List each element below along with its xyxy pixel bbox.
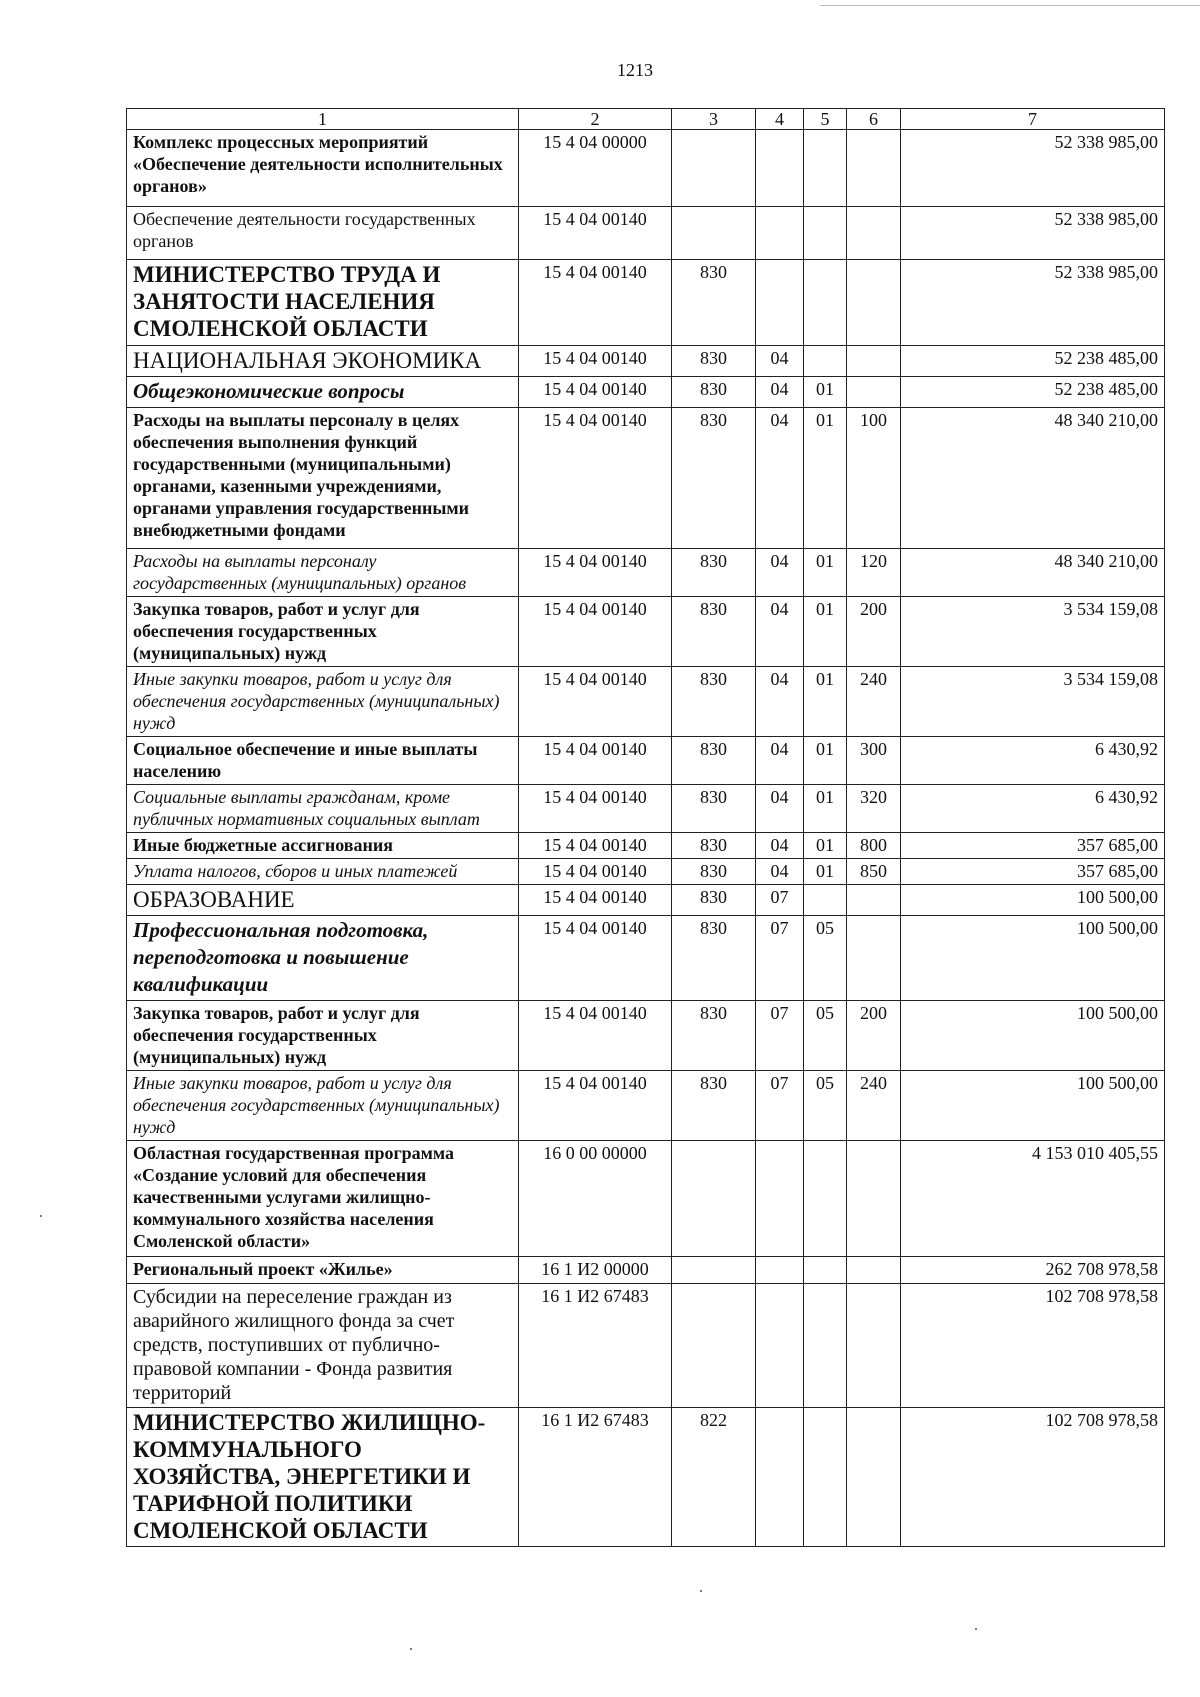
table-row (127, 737, 1165, 785)
scan-speck (975, 1628, 977, 1630)
table-row (127, 408, 1165, 549)
table-row (127, 859, 1165, 885)
row-subsection: 01 (804, 859, 847, 885)
row-amount: 100 500,00 (901, 1001, 1165, 1071)
row-name: Обеспечение деятельности государственных органов (127, 207, 519, 260)
row-subsection (804, 1257, 847, 1284)
row-code: 16 1 И2 67483 (519, 1408, 672, 1547)
row-section: 04 (756, 737, 804, 785)
table-row (127, 667, 1165, 737)
row-dept-code: 830 (672, 785, 756, 833)
row-section: 04 (756, 833, 804, 859)
row-section: 07 (756, 885, 804, 916)
row-subsection: 01 (804, 785, 847, 833)
row-code: 15 4 04 00140 (519, 885, 672, 916)
row-code: 15 4 04 00140 (519, 859, 672, 885)
row-expense-type (847, 1141, 901, 1257)
row-amount: 102 708 978,58 (901, 1408, 1165, 1547)
row-amount: 52 338 985,00 (901, 260, 1165, 346)
row-amount: 52 238 485,00 (901, 346, 1165, 377)
row-name: Субсидии на переселение граждан из аварийного жилищного фонда за счет средств, поступивших от публично-правовой компании - Фонда развития территорий (127, 1284, 519, 1408)
row-expense-type: 320 (847, 785, 901, 833)
row-expense-type: 850 (847, 859, 901, 885)
row-section (756, 207, 804, 260)
row-expense-type (847, 885, 901, 916)
row-dept-code: 830 (672, 1071, 756, 1141)
row-name: НАЦИОНАЛЬНАЯ ЭКОНОМИКА (127, 346, 519, 377)
row-section: 04 (756, 597, 804, 667)
row-subsection: 01 (804, 408, 847, 549)
row-code: 15 4 04 00140 (519, 667, 672, 737)
table-row (127, 916, 1165, 1001)
row-name: ОБРАЗОВАНИЕ (127, 885, 519, 916)
row-dept-code: 822 (672, 1408, 756, 1547)
row-name: Социальные выплаты гражданам, кроме публичных нормативных социальных выплат (127, 785, 519, 833)
row-name: Закупка товаров, работ и услуг для обеспечения государственных (муниципальных) нужд (127, 1001, 519, 1071)
page-number: 1213 (617, 60, 653, 80)
row-dept-code: 830 (672, 885, 756, 916)
row-expense-type (847, 1408, 901, 1547)
column-header: 6 (847, 109, 901, 130)
row-dept-code: 830 (672, 549, 756, 597)
row-amount: 4 153 010 405,55 (901, 1141, 1165, 1257)
row-subsection: 05 (804, 1071, 847, 1141)
row-expense-type: 200 (847, 597, 901, 667)
row-name: Расходы на выплаты персоналу в целях обеспечения выполнения функций государственными (муниципальными) органами, казенными учреждениями, органами управления государственными внебюджетными фондами (127, 408, 519, 549)
row-subsection (804, 1408, 847, 1547)
row-expense-type (847, 1257, 901, 1284)
table-row (127, 785, 1165, 833)
row-amount: 3 534 159,08 (901, 667, 1165, 737)
column-header: 7 (901, 109, 1165, 130)
table-row (127, 1071, 1165, 1141)
row-subsection (804, 346, 847, 377)
row-name: Уплата налогов, сборов и иных платежей (127, 859, 519, 885)
row-expense-type (847, 1284, 901, 1408)
table-row (127, 1408, 1165, 1547)
row-section: 07 (756, 916, 804, 1001)
row-subsection (804, 260, 847, 346)
budget-table (126, 108, 1165, 1547)
row-expense-type (847, 130, 901, 207)
row-subsection: 05 (804, 1001, 847, 1071)
row-code: 15 4 04 00140 (519, 916, 672, 1001)
row-dept-code: 830 (672, 346, 756, 377)
row-amount: 262 708 978,58 (901, 1257, 1165, 1284)
row-expense-type (847, 207, 901, 260)
row-expense-type: 240 (847, 667, 901, 737)
row-code: 16 1 И2 67483 (519, 1284, 672, 1408)
scan-speck (40, 1215, 42, 1217)
row-expense-type (847, 377, 901, 408)
row-amount: 357 685,00 (901, 833, 1165, 859)
row-amount: 100 500,00 (901, 1071, 1165, 1141)
row-section (756, 1408, 804, 1547)
row-amount: 100 500,00 (901, 916, 1165, 1001)
table-row (127, 1257, 1165, 1284)
row-section: 04 (756, 549, 804, 597)
row-section: 04 (756, 408, 804, 549)
column-header: 4 (756, 109, 804, 130)
column-header: 5 (804, 109, 847, 130)
row-section (756, 1257, 804, 1284)
row-code: 15 4 04 00140 (519, 377, 672, 408)
row-section: 04 (756, 785, 804, 833)
row-name: Общеэкономические вопросы (127, 377, 519, 408)
row-dept-code: 830 (672, 916, 756, 1001)
row-dept-code: 830 (672, 597, 756, 667)
table-row (127, 1001, 1165, 1071)
scan-speck (410, 1648, 412, 1650)
row-expense-type (847, 346, 901, 377)
table-row (127, 597, 1165, 667)
row-code: 15 4 04 00140 (519, 833, 672, 859)
row-dept-code: 830 (672, 737, 756, 785)
row-subsection (804, 1141, 847, 1257)
row-section (756, 1141, 804, 1257)
row-expense-type: 120 (847, 549, 901, 597)
row-name: Расходы на выплаты персоналу государственных (муниципальных) органов (127, 549, 519, 597)
row-expense-type: 800 (847, 833, 901, 859)
row-name: Иные закупки товаров, работ и услуг для обеспечения государственных (муниципальных) нужд (127, 667, 519, 737)
row-section: 04 (756, 859, 804, 885)
row-expense-type: 200 (847, 1001, 901, 1071)
row-expense-type (847, 260, 901, 346)
table-row (127, 833, 1165, 859)
column-header: 2 (519, 109, 672, 130)
row-dept-code: 830 (672, 859, 756, 885)
table-row (127, 885, 1165, 916)
row-code: 15 4 04 00000 (519, 130, 672, 207)
row-name: Иные закупки товаров, работ и услуг для обеспечения государственных (муниципальных) нужд (127, 1071, 519, 1141)
row-amount: 6 430,92 (901, 785, 1165, 833)
row-name: Региональный проект «Жилье» (127, 1257, 519, 1284)
row-amount: 102 708 978,58 (901, 1284, 1165, 1408)
row-subsection (804, 207, 847, 260)
row-dept-code: 830 (672, 408, 756, 549)
row-dept-code: 830 (672, 260, 756, 346)
table-header-row (127, 109, 1165, 130)
row-dept-code: 830 (672, 377, 756, 408)
row-amount: 52 338 985,00 (901, 130, 1165, 207)
row-name: Областная государственная программа «Создание условий для обеспечения качественными услугами жилищно-коммунального хозяйства населения Смоленской области» (127, 1141, 519, 1257)
row-name: МИНИСТЕРСТВО ЖИЛИЩНО-КОММУНАЛЬНОГО ХОЗЯЙСТВА, ЭНЕРГЕТИКИ И ТАРИФНОЙ ПОЛИТИКИ СМОЛЕНСКОЙ ОБЛАСТИ (127, 1408, 519, 1547)
row-dept-code (672, 1141, 756, 1257)
row-subsection: 01 (804, 737, 847, 785)
row-code: 15 4 04 00140 (519, 1071, 672, 1141)
row-dept-code: 830 (672, 833, 756, 859)
row-name: Иные бюджетные ассигнования (127, 833, 519, 859)
row-subsection: 01 (804, 667, 847, 737)
row-code: 15 4 04 00140 (519, 597, 672, 667)
row-name: МИНИСТЕРСТВО ТРУДА И ЗАНЯТОСТИ НАСЕЛЕНИЯ СМОЛЕНСКОЙ ОБЛАСТИ (127, 260, 519, 346)
scan-edge-line (820, 5, 1200, 6)
table-row (127, 1284, 1165, 1408)
row-expense-type (847, 916, 901, 1001)
row-section: 04 (756, 346, 804, 377)
row-dept-code (672, 1284, 756, 1408)
row-expense-type: 100 (847, 408, 901, 549)
row-code: 15 4 04 00140 (519, 1001, 672, 1071)
row-section: 07 (756, 1071, 804, 1141)
table-row (127, 130, 1165, 207)
row-section (756, 130, 804, 207)
row-name: Профессиональная подготовка, переподготовка и повышение квалификации (127, 916, 519, 1001)
row-section: 07 (756, 1001, 804, 1071)
row-subsection (804, 1284, 847, 1408)
row-amount: 48 340 210,00 (901, 549, 1165, 597)
row-code: 15 4 04 00140 (519, 785, 672, 833)
row-dept-code: 830 (672, 1001, 756, 1071)
table-row (127, 207, 1165, 260)
row-code: 16 0 00 00000 (519, 1141, 672, 1257)
row-amount: 48 340 210,00 (901, 408, 1165, 549)
row-code: 15 4 04 00140 (519, 408, 672, 549)
row-code: 15 4 04 00140 (519, 207, 672, 260)
row-code: 15 4 04 00140 (519, 260, 672, 346)
row-amount: 3 534 159,08 (901, 597, 1165, 667)
row-subsection (804, 130, 847, 207)
row-amount: 6 430,92 (901, 737, 1165, 785)
column-header: 3 (672, 109, 756, 130)
row-amount: 100 500,00 (901, 885, 1165, 916)
table-row (127, 260, 1165, 346)
row-expense-type: 240 (847, 1071, 901, 1141)
column-header: 1 (127, 109, 519, 130)
row-dept-code (672, 1257, 756, 1284)
row-section (756, 260, 804, 346)
table-row (127, 377, 1165, 408)
row-section: 04 (756, 667, 804, 737)
row-code: 15 4 04 00140 (519, 346, 672, 377)
row-expense-type: 300 (847, 737, 901, 785)
row-name: Закупка товаров, работ и услуг для обеспечения государственных (муниципальных) нужд (127, 597, 519, 667)
row-dept-code (672, 207, 756, 260)
row-section (756, 1284, 804, 1408)
row-name: Социальное обеспечение и иные выплаты населению (127, 737, 519, 785)
row-amount: 357 685,00 (901, 859, 1165, 885)
row-subsection: 01 (804, 833, 847, 859)
row-name: Комплекс процессных мероприятий «Обеспечение деятельности исполнительных органов» (127, 130, 519, 207)
row-subsection (804, 885, 847, 916)
table-row (127, 346, 1165, 377)
row-subsection: 05 (804, 916, 847, 1001)
row-subsection: 01 (804, 597, 847, 667)
table-row (127, 549, 1165, 597)
row-subsection: 01 (804, 549, 847, 597)
row-dept-code (672, 130, 756, 207)
scan-speck (700, 1590, 702, 1592)
table-row (127, 1141, 1165, 1257)
row-code: 15 4 04 00140 (519, 737, 672, 785)
row-code: 16 1 И2 00000 (519, 1257, 672, 1284)
row-amount: 52 338 985,00 (901, 207, 1165, 260)
row-section: 04 (756, 377, 804, 408)
row-dept-code: 830 (672, 667, 756, 737)
row-amount: 52 238 485,00 (901, 377, 1165, 408)
row-code: 15 4 04 00140 (519, 549, 672, 597)
row-subsection: 01 (804, 377, 847, 408)
